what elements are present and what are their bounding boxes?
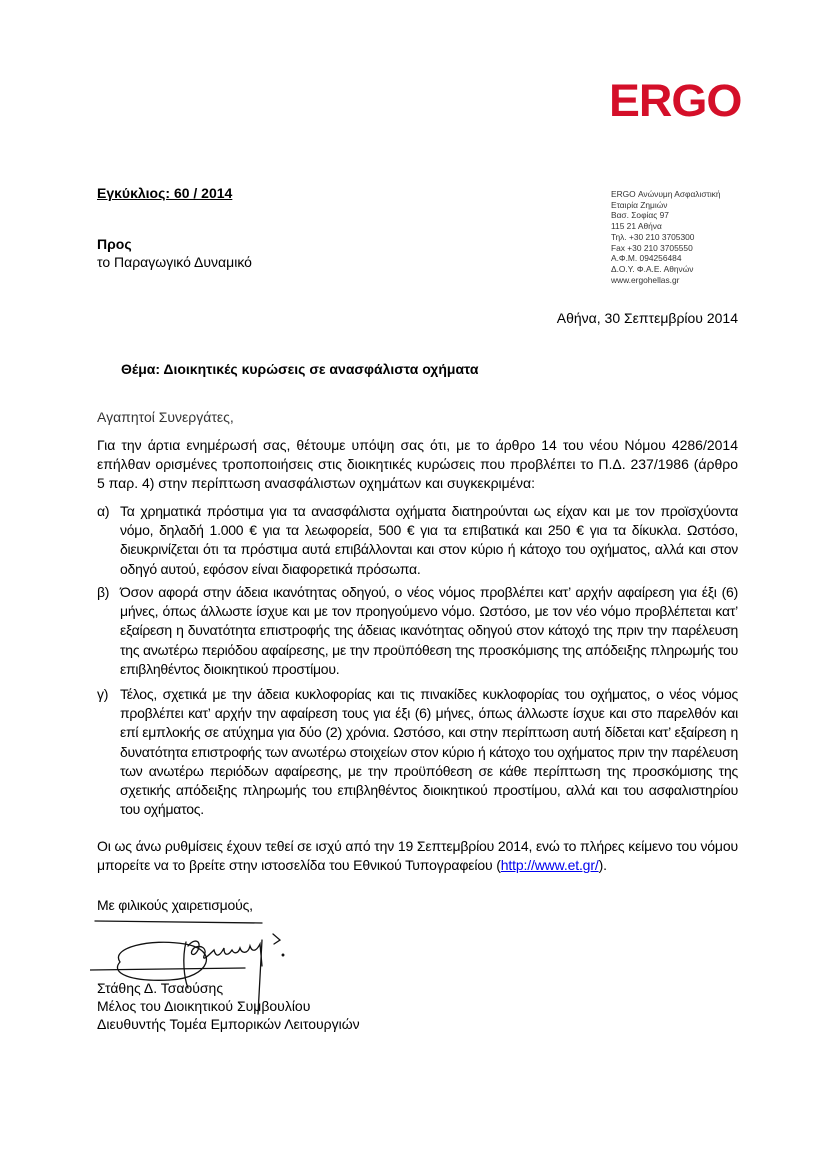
list-item-text: Τέλος, σχετικά με την άδεια κυκλοφορίας και τις πινακίδες κυκλοφορίας του οχήματος, ο νέος νόμος προβλέπει κατ’ αρχήν την αφαίρεση τους για έξι (6) μήνες, όπως άλλωστε ίσχυε και στο παρελθόν και επί εμπλοκής σε ατύχημα για δύο (2) χρόνια. Ωστόσο, και στην περίπτωση αυτή δίδεται κατ’ εξαίρεση η δυνατότητα επιστροφής των ανωτέρω στοιχείων στον κύριο ή κάτοχο του οχήματος πριν την παρέλευση των ανωτέρω περιόδων αφαίρεσης, με την προϋπόθεση σε κάθε περίπτωση της προσκόμισης της σχετικής απόδειξης πληρωμής του επιβληθέντος διοικητικού προστίμου, αλλά και του ασφαλιστηρίου του οχήματος. [120,686,738,818]
company-line: Εταιρία Ζημιών [611,199,668,210]
recipient-label: Προς [97,236,132,252]
company-tax-office: Δ.Ο.Υ. Φ.Α.Ε. Αθηνών [611,263,694,274]
et-gr-link[interactable]: http://www.et.gr/ [500,857,599,874]
company-address: Βασ. Σοφίας 97 [611,210,669,221]
company-website: www.ergohellas.gr [611,274,680,285]
list-item-text: Όσον αφορά στην άδεια ικανότητας οδηγού, ο νέος νόμος προβλέπει κατ’ αρχήν αφαίρεση για έξι (6) μήνες, όπως άλλωστε ίσχυε και με τον προηγούμενο νόμο. Ωστόσο, με τον νέο νόμο προβλέπεται κατ’ εξαίρεση η δυνατότητα επιστροφής της άδειας ικανότητας οδηγού στον κάτοχό της πριν την παρέλευση της ανωτέρω περιόδου αφαίρεσης, με την προϋπόθεση της προσκόμισης της απόδειξης πληρωμής του επιβληθέντος διοικητικού προστίμου. [120,584,738,677]
company-fax: Fax +30 210 3705550 [611,242,693,253]
greeting: Αγαπητοί Συνεργάτες, [97,409,234,425]
regards: Με φιλικούς χαιρετισμούς, [97,897,253,913]
company-info [611,189,721,285]
signer-title: Μέλος του Διοικητικού Συμβουλίου [97,998,311,1014]
intro-paragraph: Για την άρτια ενημέρωσή σας, θέτουμε υπόψη σας ότι, με το άρθρο 14 του νέου Νόμου 4286/2014 επήλθαν ορισμένες τροποποιήσεις στις διοικητικές κυρώσεις που προβλέπει το Π.Δ. 237/1986 (άρθρο 5 παρ. 4) στην περίπτωση ανασφάλιστων οχημάτων και συγκεκριμένα: [97,437,738,492]
list-item-c [97,685,738,819]
company-postcode: 115 21 Αθήνα [611,221,662,232]
list-item-label: γ) [97,686,109,702]
list-item-label: β) [97,584,110,600]
company-line: ERGO Ανώνυμη Ασφαλιστική [611,189,721,199]
letter-subject: Θέμα: Διοικητικές κυρώσεις σε ανασφάλιστα οχήματα [121,361,479,377]
closing-text-end: ). [598,857,607,874]
list-item-label: α) [97,503,110,519]
closing-text: Οι ως άνω ρυθμίσεις έχουν τεθεί σε ισχύ από την 19 Σεπτεμβρίου 2014, ενώ το πλήρες κείμενο του νόμου μπορείτε να το βρείτε στην ιστοσελίδα του Εθνικού Τυπογραφείου ( [97,838,738,874]
ergo-logo: ERGO [609,75,742,126]
list-item-a [97,502,738,579]
list-item-text: Τα χρηματικά πρόστιμα για τα ανασφάλιστα οχήματα διατηρούνται ως είχαν και με τον προϊσχύοντα νόμο, δηλαδή 1.000 € για τα λεωφορεία, 500 € για τα επιβατικά και 250 € για τα δίκυκλα. Ωστόσο, διευκρινίζεται ότι τα πρόστιμα αυτά επιβάλλονται και στον κύριο ή κάτοχο του οχήματος, αλλά και στον οδηγό αυτού, εφόσον είναι διαφορετικά πρόσωπα. [120,503,738,577]
signer-block [97,979,360,1033]
recipient-value: το Παραγωγικό Δυναμικό [97,254,252,270]
circular-number: Εγκύκλιος: 60 / 2014 [97,185,233,201]
company-phone: Τηλ. +30 210 3705300 [611,231,695,242]
signer-position: Διευθυντής Τομέα Εμπορικών Λειτουργιών [97,1016,360,1032]
closing-paragraph [97,837,738,875]
letter-date: Αθήνα, 30 Σεπτεμβρίου 2014 [556,310,738,326]
signer-name: Στάθης Δ. Τσαούσης [97,980,224,996]
recipient-block [97,235,252,271]
company-vat: Α.Φ.Μ. 094256484 [611,253,682,264]
list-item-b [97,583,738,679]
